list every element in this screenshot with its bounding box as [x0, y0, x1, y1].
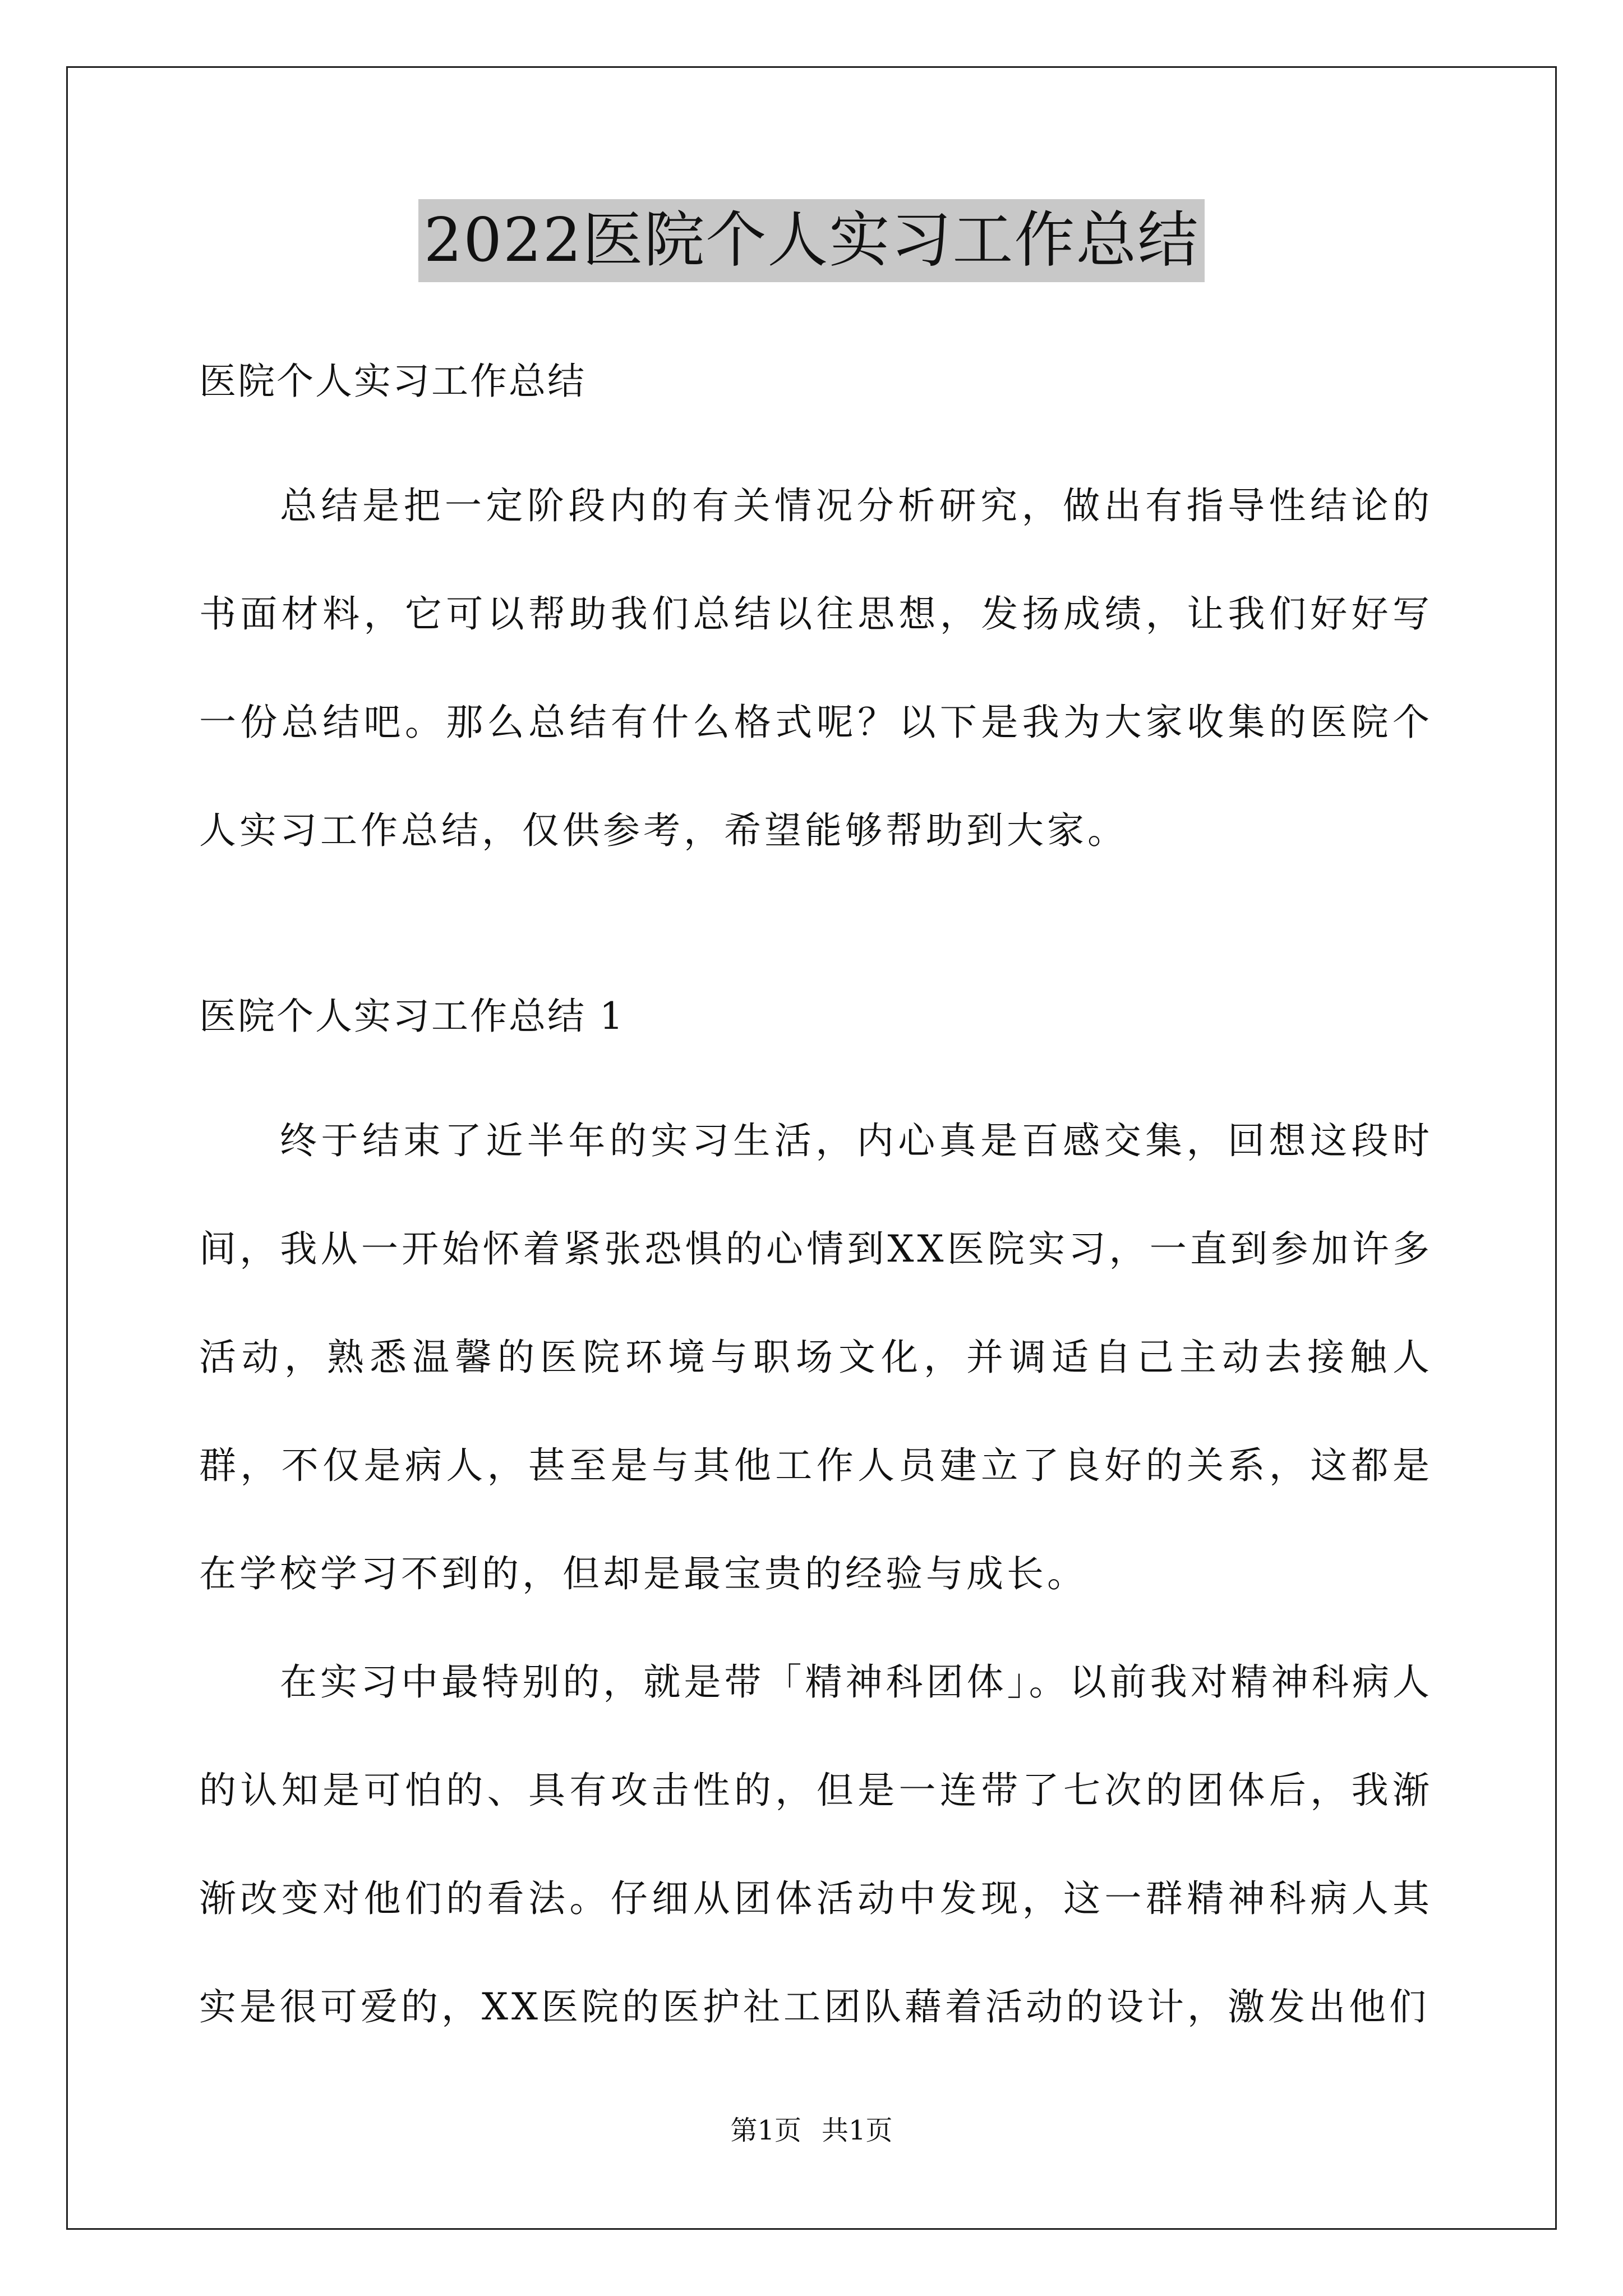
- page-number-current: 第1页: [730, 2115, 801, 2146]
- spacer: [199, 412, 1433, 452]
- title-container: [0, 199, 1623, 282]
- document-body: [199, 351, 1433, 2061]
- intro-heading: 医院个人实习工作总结: [199, 360, 586, 403]
- section1-heading: 医院个人实习工作总结 1: [199, 995, 625, 1038]
- intro-paragraph: 总结是把一定阶段内的有关情况分析研究，做出有指导性结论的书面材料，它可以帮助我们总结以往思想，发扬成绩，让我们好好写一份总结吧。那么总结有什么格式呢？以下是我为大家收集的医院个人实习工作总结，仅供参考，希望能够帮助到大家。: [199, 484, 1433, 852]
- section1-paragraph-2: 在实习中最特别的，就是带「精神科团体」。以前我对精神科病人的认知是可怕的、具有攻击性的，但是一连带了七次的团体后，我渐渐改变对他们的看法。仔细从团体活动中发现，这一群精神科病人其实是很可爱的，XX医院的医护社工团队藉着活动的设计，激发出他们: [199, 1660, 1433, 2028]
- spacer: [199, 885, 1433, 986]
- section1-paragraph-1: 终于结束了近半年的实习生活，内心真是百感交集，回想这段时间，我从一开始怀着紧张恐惧的心情到XX医院实习，一直到参加许多活动，熟悉温馨的医院环境与职场文化，并调适自己主动去接触人群，不仅是病人，甚至是与其他工作人员建立了良好的关系，这都是在学校学习不到的，但却是最宝贵的经验与成长。: [199, 1119, 1433, 1595]
- page-number-total: 共1页: [822, 2115, 893, 2146]
- document-title: 2022医院个人实习工作总结: [418, 199, 1205, 282]
- page-footer: [0, 2114, 1623, 2147]
- spacer: [199, 1047, 1433, 1087]
